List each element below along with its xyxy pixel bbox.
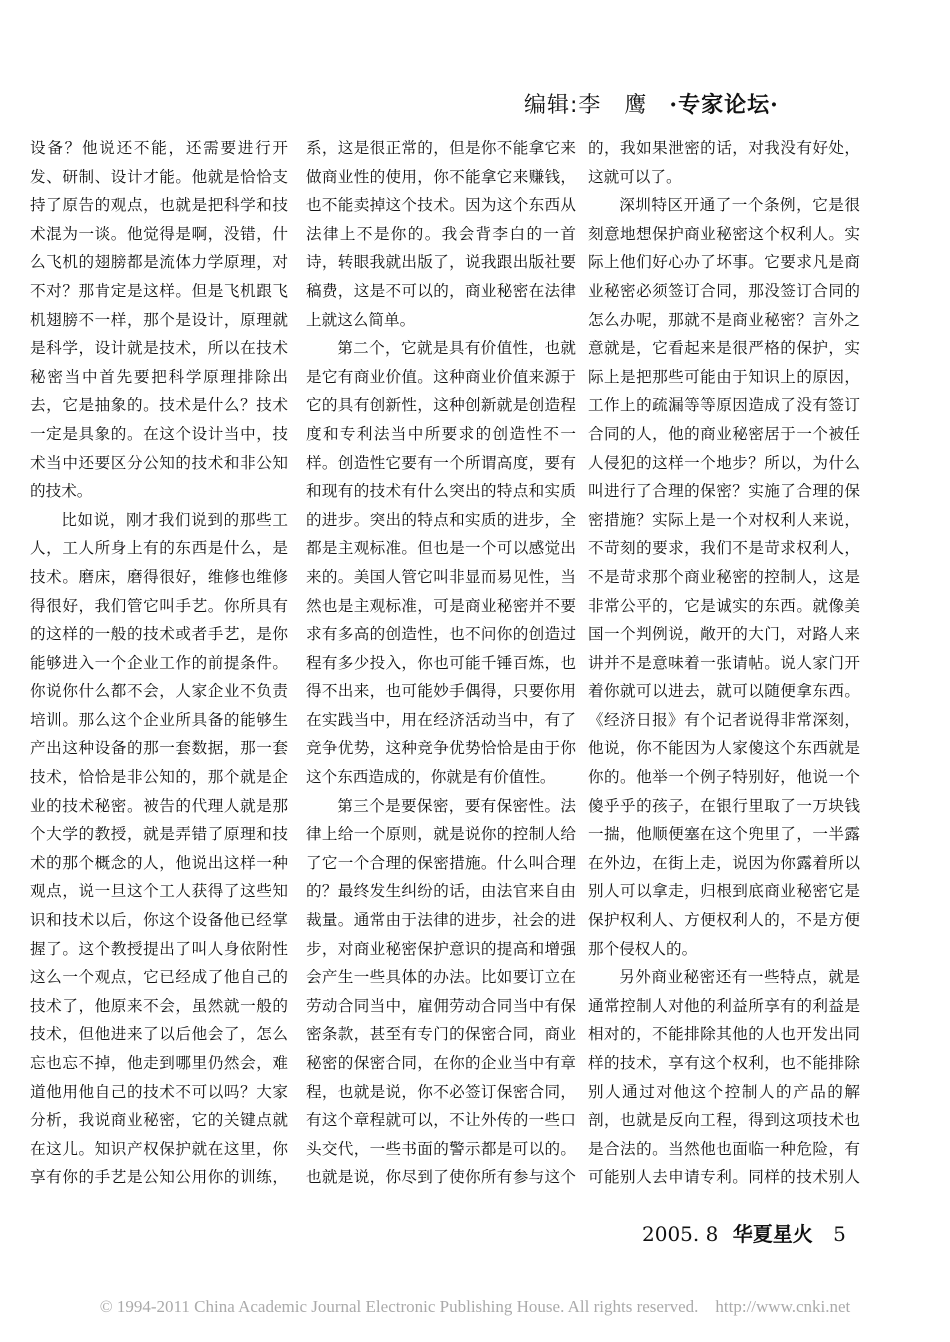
text-column-2 [306, 134, 576, 1194]
paragraph: 第二个，它就是具有价值性，也就是它有商业价值。这种商业价值来源于它的具有创新性，这种创新就是创造程度和专利法当中所要求的创造性不一样。创造性它要有一个所谓高度，要有和现有的技术有什么突出的特点和实质的进步。突出的特点和实质的进步，全都是主观标准。但也是一个可以感觉出来的。美国人管它叫非显而易见性，当然也是主观标准，可是商业秘密并不要求有多高的创造性，也不问你的创造过程有多少投入，你也可能千锤百炼，也得不出来，也可能妙手偶得，只要你用在实践当中，用在经济活动当中，有了竞争优势，这种竞争优势恰恰是由于你这个东西造成的，你就是有价值性。 [306, 339, 576, 787]
column-title: ·专家论坛· [669, 92, 779, 118]
editor-credit: 编辑:李 鹰 [524, 93, 648, 118]
paragraph: 比如说，刚才我们说到的那些工人，工人所身上有的东西是什么，是技术。磨床，磨得很好，维修也维修得很好，我们管它叫手艺。你所具有的这样的一般的技术或者手艺，是你能够进入一个企业工作的前提条件。你说你什么都不会，人家企业不负责培训。那么这个企业所具备的能够生产出这种设备的那一套数据，那一套技术，恰恰是非公知的，那个就是企业的技术秘密。被告的代理人就是那个大学的教授，就是弄错了原理和技术的那个概念的人，他说出这样一种观点，说一旦这个工人获得了这些知识和技术以后，你这个设备他已经掌握了。这个教授提出了叫人身依附性这么一个观点，它已经成了他自己的技术了，他原来不会，虽然就一般的技术，但他进来了以后他会了，怎么忘也忘不掉，他走到哪里仍然会，难道他用他自己的技术不可以吗？大家分析，我说商业秘密，它的关键点就在这儿。知识产权保护就在这里，你享有你的手艺是公知公用你的训练， [30, 510, 288, 1187]
issue-date: 2005. 8 [642, 1222, 719, 1246]
paragraph: 系，这是很正常的，但是你不能拿它来做商业性的使用，你不能拿它来赚钱，也不能卖掉这个技术。因为这个东西从法律上不是你的。我会背李白的一首诗，转眼我就出版了，说我跟出版社要稿费，这是不可以的，商业秘密在法律上就这么简单。 [306, 139, 576, 329]
page-number: 5 [833, 1222, 846, 1246]
paragraph: 另外商业秘密还有一些特点，就是通常控制人对他的利益所享有的利益是相对的，不能排除其他的人也开发出同样的技术，享有这个权利，也不能排除别人通过对他这个控制人的产品的解剖，也就是反向工程，得到这项技术也是合法的。当然他也面临一种危险，有可能别人去申请专利。同样的技术别人 [588, 968, 860, 1187]
text-column-1 [30, 134, 288, 1194]
paragraph: 深圳特区开通了一个条例，它是很刻意地想保护商业秘密这个权利人。实际上他们好心办了坏事。它要求凡是商业秘密必须签订合同，那没签订合同的怎么办呢，那就不是商业秘密？言外之意就是，它看起来是很严格的保护，实际上是把那些可能由于知识上的原因，工作上的疏漏等等原因造成了没有签订合同的人，他的商业秘密居于一个被任人侵犯的这样一个地步？所以，为什么叫进行了合理的保密？实施了合理的保密措施？实际上是一个对权利人来说，不苛刻的要求，我们不是苛求权利人，不是苛求那个商业秘密的控制人，这是非常公平的，它是诚实的东西。就像美国一个判例说，敞开的大门，对路人来讲并不是意味着一张请帖。说人家门开着你就可以进去，就可以随便拿东西。《经济日报》有个记者说得非常深刻，他说，你不能因为人家傻这个东西就是你的。他举一个例子特别好，他说一个傻乎乎的孩子，在银行里取了一万块钱一揣，他顺便塞在这个兜里了，一半露在外边，在街上走，说因为你露着所以别人可以拿走，归根到底商业秘密它是保护权利人、方便权利人的，不是方便那个侵权人的。 [588, 196, 860, 958]
page-header [524, 88, 904, 124]
magazine-name: 华夏星火 [732, 1222, 813, 1246]
page-footer [642, 1218, 882, 1248]
text-column-3 [588, 134, 860, 1194]
paragraph: 第三个是要保密，要有保密性。法律上给一个原则，就是说你的控制人给了它一个合理的保密措施。什么叫合理的？最终发生纠纷的话，由法官来自由裁量。通常由于法律的进步，社会的进步，对商业秘密保护意识的提高和增强会产生一些具体的办法。比如要订立在劳动合同当中，雇佣劳动合同当中有保密条款，甚至有专门的保密合同，商业秘密的保密合同，在你的企业当中有章程，也就是说，你不必签订保密合同，有这个章程就可以，不让外传的一些口头交代，一些书面的警示都是可以的。也就是说，你尽到了使你所有参与这个 [306, 796, 576, 1187]
copyright-notice: © 1994-2011 China Academic Journal Electronic Publishing House. All rights reserved. http://www.cnki.net [99, 1297, 851, 1316]
paragraph: 设备？他说还不能，还需要进行开发、研制、设计才能。他就是恰恰支持了原告的观点，也就是把科学和技术混为一谈。他觉得是啊，没错，什么飞机的翅膀都是流体力学原理，对不对？那肯定是这样。但是飞机跟飞机翅膀不一样，那个是设计，原理就是科学，设计就是技术，所以在技术秘密当中首先要把科学原理排除出去，它是抽象的。技术是什么？技术一定是具象的。在这个设计当中，技术当中还要区分公知的技术和非公知的技术。 [30, 139, 288, 501]
paragraph: 的，我如果泄密的话，对我没有好处，这就可以了。 [588, 139, 860, 186]
